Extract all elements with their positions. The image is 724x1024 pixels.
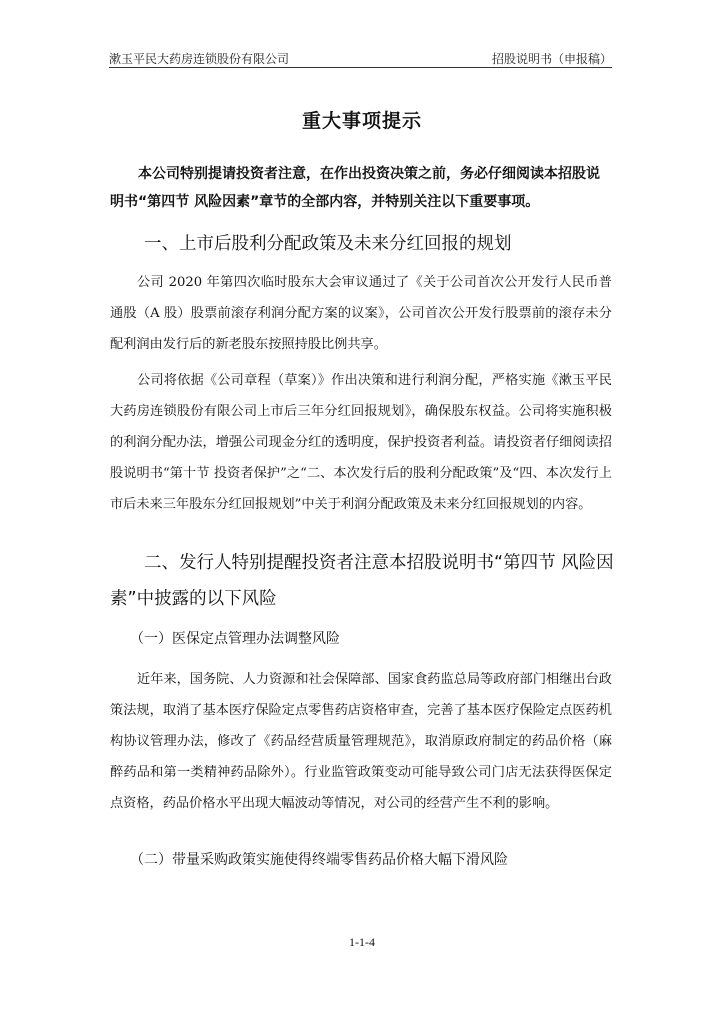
- page-header: [109, 46, 612, 66]
- page-title: 重大事项提示: [301, 110, 422, 132]
- section1-heading: 一、上市后股利分配政策及未来分红回报的规划: [144, 234, 512, 254]
- subsection1-paragraph: 近年来，国务院、人力资源和社会保障部、国家食药监总局等政府部门相继出台政策法规，取消了基本医疗保险定点零售药店资格审查，完善了基本医疗保险定点医药机构协议管理办法，修改了《药品经营质量管理规范》，取消原政府制定的药品价格（麻醉药品和第一类精神药品除外）。行业监管政策变动可能导致公司门店无法获得医保定点资格，药品价格水平出现大幅波动等情况，对公司的经营产生不利的影响。: [110, 672, 612, 811]
- header-document-type: 招股说明书（申报稿）: [491, 52, 612, 66]
- header-divider: [109, 67, 612, 68]
- section1-paragraph-1: 公司 2020 年第四次临时股东大会审议通过了《关于公司首次公开发行人民币普通股（A 股）股票前滚存利润分配方案的议案》，公司首次公开发行股票前的滚存未分配利润由发行后的新老股东按照持股比例共享。: [110, 275, 612, 352]
- lead-notice: 本公司特别提请投资者注意，在作出投资决策之前，务必仔细阅读本招股说明书“第四节 风险因素”章节的全部内容，并特别关注以下重要事项。: [110, 166, 600, 210]
- subsection1-heading: （一）医保定点管理办法调整风险: [130, 631, 340, 647]
- section1-paragraph-2: 公司将依据《公司章程（草案）》作出决策和进行利润分配，严格实施《漱玉平民大药房连锁股份有限公司上市后三年分红回报规划》，确保股东权益。公司将实施积极的利润分配办法，增强公司现金分红的透明度，保护投资者利益。请投资者仔细阅读招股说明书“第十节 投资者保护”之“二、本次发行后的股利分配政策”及“四、本次发行上市后未来三年股东分红回报规划”中关于利润分配政策及未来分红回报规划的内容。: [110, 373, 612, 512]
- page-number: 1-1-4: [349, 935, 375, 949]
- section2-heading: 二、发行人特别提醒投资者注意本招股说明书“第四节 风险因素”中披露的以下风险: [110, 553, 614, 609]
- subsection2-heading: （二）带量采购政策实施使得终端零售药品价格大幅下滑风险: [130, 852, 508, 868]
- header-company-name: 漱玉平民大药房连锁股份有限公司: [109, 52, 290, 66]
